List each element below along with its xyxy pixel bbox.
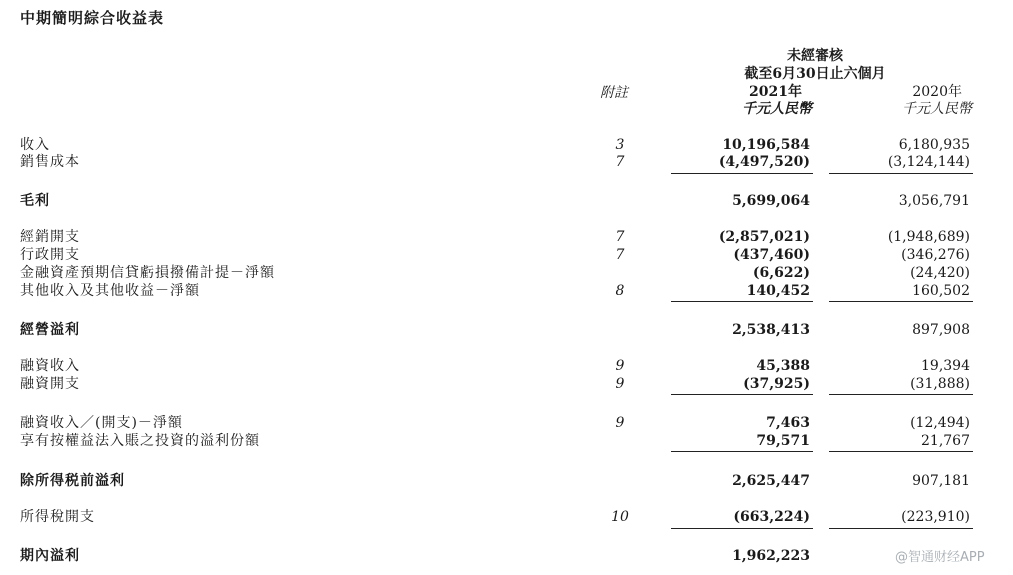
value-2020: (31,888) (910, 376, 970, 392)
row-label: 收入 (20, 137, 50, 153)
header-year-2021: 2021年 (749, 84, 802, 100)
value-2021: (2,857,021) (718, 229, 810, 245)
underline-2020 (829, 301, 973, 302)
underline-2020 (829, 173, 973, 174)
row-label: 融資開支 (20, 376, 80, 392)
header-period: 截至6月30日止六個月 (744, 66, 886, 82)
underline-2020 (829, 451, 973, 452)
header-year-2020: 2020年 (912, 84, 962, 100)
row-note: 7 (615, 247, 625, 263)
value-2021: (437,460) (733, 247, 810, 263)
row-finance-income (0, 357, 1013, 375)
row-label: 金融資產預期信貸虧損撥備計提－淨額 (20, 265, 275, 281)
row-label: 行政開支 (20, 247, 80, 263)
value-2021: 7,463 (766, 415, 810, 431)
row-label: 除所得税前溢利 (20, 473, 125, 489)
value-2021: 2,538,413 (732, 322, 810, 338)
value-2021: (4,497,520) (718, 154, 810, 170)
row-label: 毛利 (20, 193, 50, 209)
row-admin-expenses (0, 246, 1013, 264)
row-distribution-expenses (0, 228, 1013, 246)
value-2021: 45,388 (756, 358, 810, 374)
row-note: 9 (615, 415, 625, 431)
header-unit-2021: 千元人民幣 (742, 101, 812, 117)
underline-2020 (829, 394, 973, 395)
value-2020: 21,767 (921, 433, 970, 449)
row-label: 其他收入及其他收益－淨額 (20, 283, 200, 299)
underline-2021 (671, 451, 813, 452)
row-share-of-profit (0, 432, 1013, 450)
value-2020: (223,910) (901, 509, 970, 525)
underline-2020 (829, 528, 973, 529)
row-finance-expenses (0, 375, 1013, 393)
row-label: 享有按權益法入賬之投資的溢利份額 (20, 433, 260, 449)
underline-2021 (671, 173, 813, 174)
value-2020: (3,124,144) (887, 154, 970, 170)
value-2021: 5,699,064 (732, 193, 810, 209)
header-unit-2020: 千元人民幣 (902, 101, 972, 117)
row-label: 經營溢利 (20, 322, 80, 338)
row-profit-before-tax (0, 472, 1013, 490)
value-2021: 79,571 (756, 433, 810, 449)
row-cost-of-sales (0, 153, 1013, 171)
row-other-income (0, 282, 1013, 300)
row-label: 銷售成本 (20, 154, 80, 170)
row-operating-profit (0, 321, 1013, 339)
row-note: 7 (615, 154, 625, 170)
header-note-column: 附註 (600, 85, 628, 101)
underline-2021 (671, 394, 813, 395)
value-2021: (6,622) (752, 265, 810, 281)
value-2021: 140,452 (746, 283, 810, 299)
row-label: 經銷開支 (20, 229, 80, 245)
value-2021: 10,196,584 (722, 137, 810, 153)
row-label: 期內溢利 (20, 548, 80, 564)
row-note: 9 (615, 376, 625, 392)
row-label: 融資收入 (20, 358, 80, 374)
value-2020: (24,420) (910, 265, 970, 281)
value-2021: 1,962,223 (732, 548, 810, 564)
value-2021: 2,625,447 (732, 473, 810, 489)
row-net-finance (0, 414, 1013, 432)
value-2020: 160,502 (912, 283, 970, 299)
row-income-tax (0, 508, 1013, 526)
value-2021: (37,925) (743, 376, 810, 392)
header-unaudited: 未經審核 (787, 48, 843, 64)
row-note: 8 (615, 283, 625, 299)
value-2021: (663,224) (733, 509, 810, 525)
row-credit-loss-provision (0, 264, 1013, 282)
row-revenue (0, 136, 1013, 154)
value-2020: 19,394 (921, 358, 970, 374)
row-gross-profit (0, 192, 1013, 210)
row-note: 3 (615, 137, 625, 153)
value-2020: (346,276) (901, 247, 970, 263)
value-2020: 907,181 (912, 473, 970, 489)
row-label: 融資收入／(開支)－淨額 (20, 415, 183, 431)
value-2020: 6,180,935 (898, 137, 970, 153)
value-2020: 897,908 (912, 322, 970, 338)
row-note: 9 (615, 358, 625, 374)
row-note: 7 (615, 229, 625, 245)
statement-title: 中期簡明綜合收益表 (20, 9, 165, 27)
value-2020: 3,056,791 (898, 193, 970, 209)
underline-2021 (671, 301, 813, 302)
value-2020: (12,494) (910, 415, 970, 431)
row-profit-for-period (0, 547, 1013, 565)
row-note: 10 (611, 509, 629, 525)
watermark-text: @智通财经APP (895, 550, 985, 565)
underline-2021 (671, 528, 813, 529)
value-2020: (1,948,689) (887, 229, 970, 245)
row-label: 所得稅開支 (20, 509, 95, 525)
